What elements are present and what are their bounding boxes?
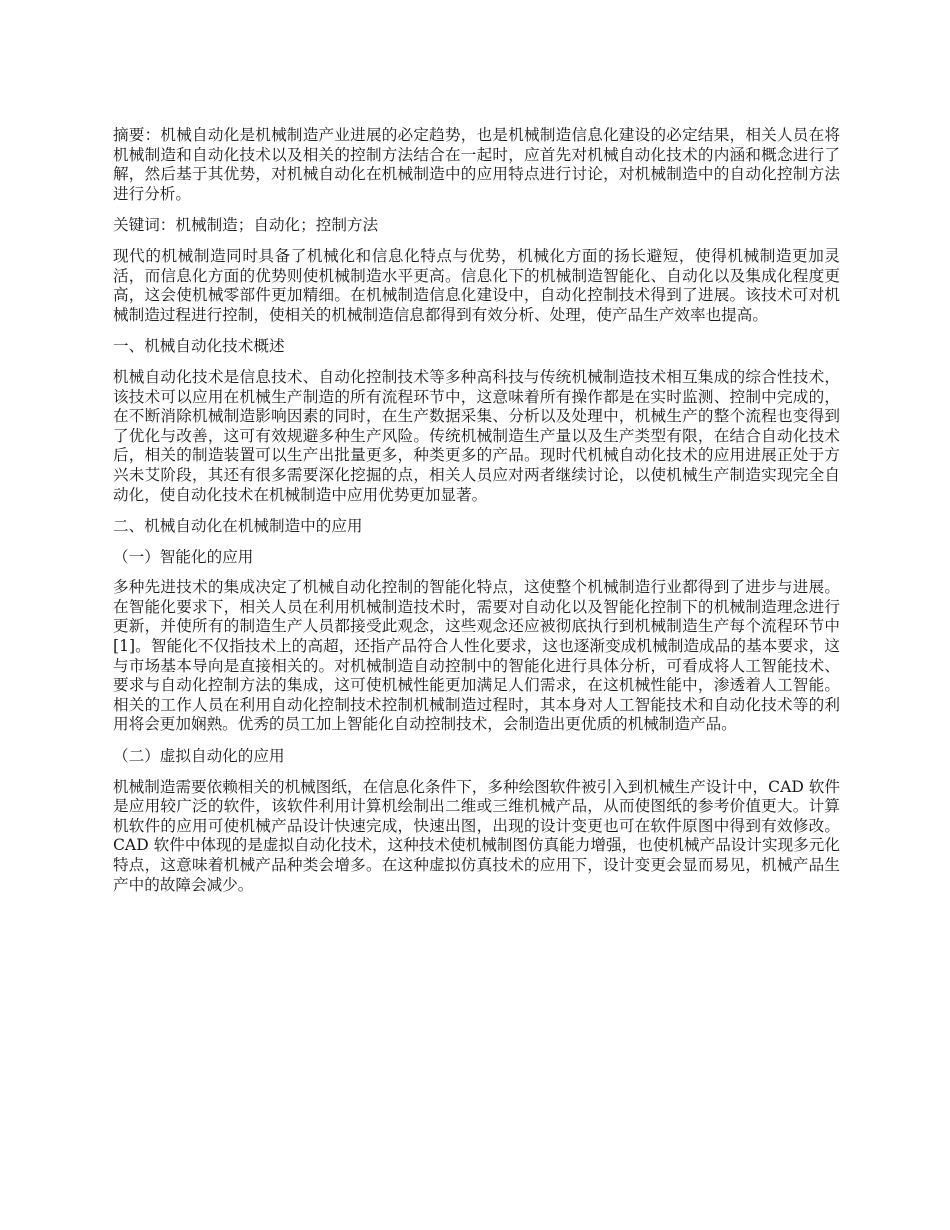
intro-paragraph: 现代的机械制造同时具备了机械化和信息化特点与优势，机械化方面的扬长避短，使得机械制造更加灵活，而信息化方面的优势则使机械制造水平更高。信息化下的机械制造智能化、自动化以及集成化程度更高，这会使机械零部件更加精细。在机械制造信息化建设中，自动化控制技术得到了进展。该技术可对机械制造过程进行控制，使相关的机械制造信息都得到有效分析、处理，使产品生产效率也提高。 <box>113 246 840 324</box>
section-2-heading: 二、机械自动化在机械制造中的应用 <box>113 517 363 536</box>
section-1-paragraph: 机械自动化技术是信息技术、自动化控制技术等多种高科技与传统机械制造技术相互集成的综合性技术，该技术可以应用在机械生产制造的所有流程环节中，这意味着所有操作都是在实时监测、控制中完成的，在不断消除机械制造影响因素的同时，在生产数据采集、分析以及处理中，机械生产的整个流程也变得到了优化与改善，这可有效规避多种生产风险。传统机械制造生产量以及生产类型有限，在结合自动化技术后，相关的制造装置可以生产出批量更多，种类更多的产品。现时代机械自动化技术的应用进展正处于方兴未艾阶段，其还有很多需要深化挖掘的点，相关人员应对两者继续讨论，以使机械生产制造实现完全自动化，使自动化技术在机械制造中应用优势更加显著。 <box>113 367 840 504</box>
subsection-2-heading: （二）虚拟自动化的应用 <box>113 747 285 766</box>
section-1-heading: 一、机械自动化技术概述 <box>113 337 285 356</box>
subsection-1-paragraph: 多种先进技术的集成决定了机械自动化控制的智能化特点，这使整个机械制造行业都得到了进步与进展。在智能化要求下，相关人员在利用机械制造技术时，需要对自动化以及智能化控制下的机械制造理念进行更新，并使所有的制造生产人员都接受此观念，这些观念还应被彻底执行到机械制造生产每个流程环节中[1]。智能化不仅指技术上的高超，还指产品符合人性化要求，这也逐渐变成机械制造成品的基本要求，这与市场基本导向是直接相关的。对机械制造自动控制中的智能化进行具体分析，可看成将人工智能技术、要求与自动化控制方法的集成，这可使机械性能更加满足人们需求，在这机械性能中，渗透着人工智能。相关的工作人员在利用自动化控制技术控制机械制造过程时，其本身对人工智能技术和自动化技术等的利用将会更加娴熟。优秀的员工加上智能化自动控制技术，会制造出更优质的机械制造产品。 <box>113 578 840 734</box>
subsection-1-heading: （一）智能化的应用 <box>113 547 254 566</box>
abstract-paragraph: 摘要：机械自动化是机械制造产业进展的必定趋势，也是机械制造信息化建设的必定结果，相关人员在将机械制造和自动化技术以及相关的控制方法结合在一起时，应首先对机械自动化技术的内涵和概念进行了解，然后基于其优势，对机械自动化在机械制造中的应用特点进行讨论，对机械制造中的自动化控制方法进行分析。 <box>113 126 840 203</box>
document-body <box>113 126 840 907</box>
subsection-2-paragraph: 机械制造需要依赖相关的机械图纸，在信息化条件下，多种绘图软件被引入到机械生产设计中，CAD 软件是应用较广泛的软件，该软件利用计算机绘制出二维或三维机械产品，从而使图纸的参考价值更大。计算机软件的应用可使机械产品设计快速完成，快速出图，出现的设计变更也可在软件原图中得到有效修改。CAD 软件中体现的是虚拟自动化技术，这种技术使机械制图仿真能力增强，也使机械产品设计实现多元化特点，这意味着机械产品种类会增多。在这种虚拟仿真技术的应用下，设计变更会显而易见，机械产品生产中的故障会减少。 <box>113 777 840 894</box>
keywords-line: 关键词：机械制造；自动化；控制方法 <box>113 216 379 235</box>
